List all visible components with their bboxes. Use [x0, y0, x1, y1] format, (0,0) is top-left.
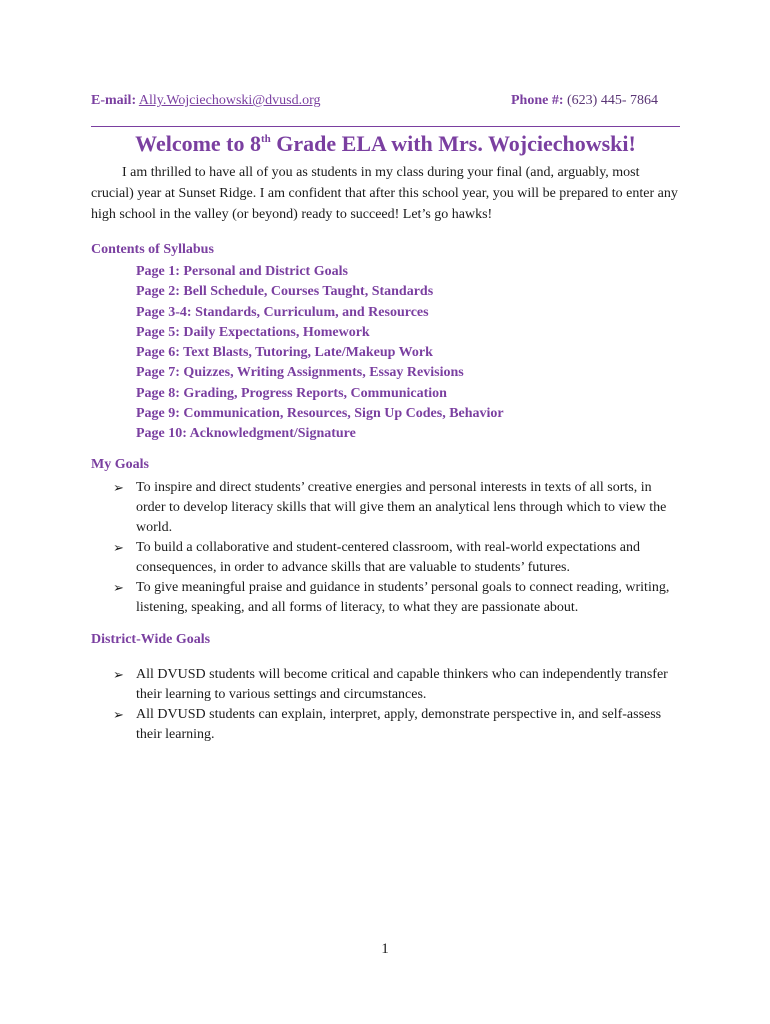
list-item [113, 705, 683, 745]
title-suffix: Grade ELA with Mrs. Wojciechowski! [270, 131, 636, 156]
contents-item: Page 9: Communication, Resources, Sign Up Codes, Behavior [136, 406, 504, 422]
email-block [91, 93, 321, 109]
list-item [113, 578, 683, 618]
district-goals-list [113, 665, 683, 745]
email-label: E-mail: [91, 93, 137, 108]
page-title [91, 131, 680, 157]
arrowhead-bullet-icon: ➢ [113, 580, 124, 595]
contents-item: Page 6: Text Blasts, Tutoring, Late/Makeup Work [136, 345, 433, 361]
contents-item: Page 1: Personal and District Goals [136, 264, 348, 279]
phone-number: (623) 445- 7864 [567, 93, 658, 108]
goal-text: To inspire and direct students’ creative energies and personal interests in texts of all sorts, in order to develop literacy skills that will give them an analytical lens through which to view the world. [136, 480, 667, 535]
phone-label: Phone #: [511, 93, 564, 108]
district-goals-heading: District-Wide Goals [91, 632, 211, 647]
contact-line [91, 93, 658, 109]
arrowhead-bullet-icon: ➢ [113, 667, 124, 682]
intro-paragraph: I am thrilled to have all of you as students in my class during your final (and, arguably, most crucial) year at Sunset Ridge. I am confident that after this school year, you will be prepared to enter any high school in the valley (or beyond) ready to succeed! Let’s go hawks! [91, 165, 678, 222]
title-superscript: th [261, 133, 271, 145]
goal-text: To build a collaborative and student-centered classroom, with real-world expectations and consequences, in order to advance skills that are valuable to students’ futures. [136, 540, 641, 575]
list-item [113, 478, 683, 538]
list-item [113, 665, 683, 705]
contents-item: Page 5: Daily Expectations, Homework [136, 324, 370, 340]
email-link[interactable]: Ally.Wojciechowski@dvusd.org [138, 93, 321, 108]
title-prefix: Welcome to 8 [135, 131, 262, 156]
contents-item: Page 8: Grading, Progress Reports, Communication [136, 385, 447, 401]
contents-item: Page 3-4: Standards, Curriculum, and Resources [136, 304, 429, 320]
contents-heading: Contents of Syllabus [91, 242, 214, 257]
goal-text: To give meaningful praise and guidance in students’ personal goals to connect reading, writing, listening, speaking, and all forms of literacy, to what they are passionate about. [136, 580, 670, 615]
arrowhead-bullet-icon: ➢ [113, 540, 124, 555]
my-goals-list [113, 478, 683, 618]
header-divider [91, 126, 680, 127]
arrowhead-bullet-icon: ➢ [113, 707, 124, 722]
goal-text: All DVUSD students can explain, interpret, apply, demonstrate perspective in, and self-assess their learning. [136, 707, 662, 742]
list-item [113, 538, 683, 578]
contents-item: Page 2: Bell Schedule, Courses Taught, Standards [136, 284, 434, 300]
page-number: 1 [381, 941, 389, 957]
phone-block [511, 93, 658, 109]
arrowhead-bullet-icon: ➢ [113, 480, 124, 495]
contents-item: Page 10: Acknowledgment/Signature [136, 426, 356, 442]
contents-item: Page 7: Quizzes, Writing Assignments, Essay Revisions [136, 365, 464, 381]
contents-list [136, 262, 504, 445]
goal-text: All DVUSD students will become critical and capable thinkers who can independently transfer their learning to various settings and circumstances. [136, 667, 668, 702]
my-goals-heading: My Goals [91, 457, 149, 472]
